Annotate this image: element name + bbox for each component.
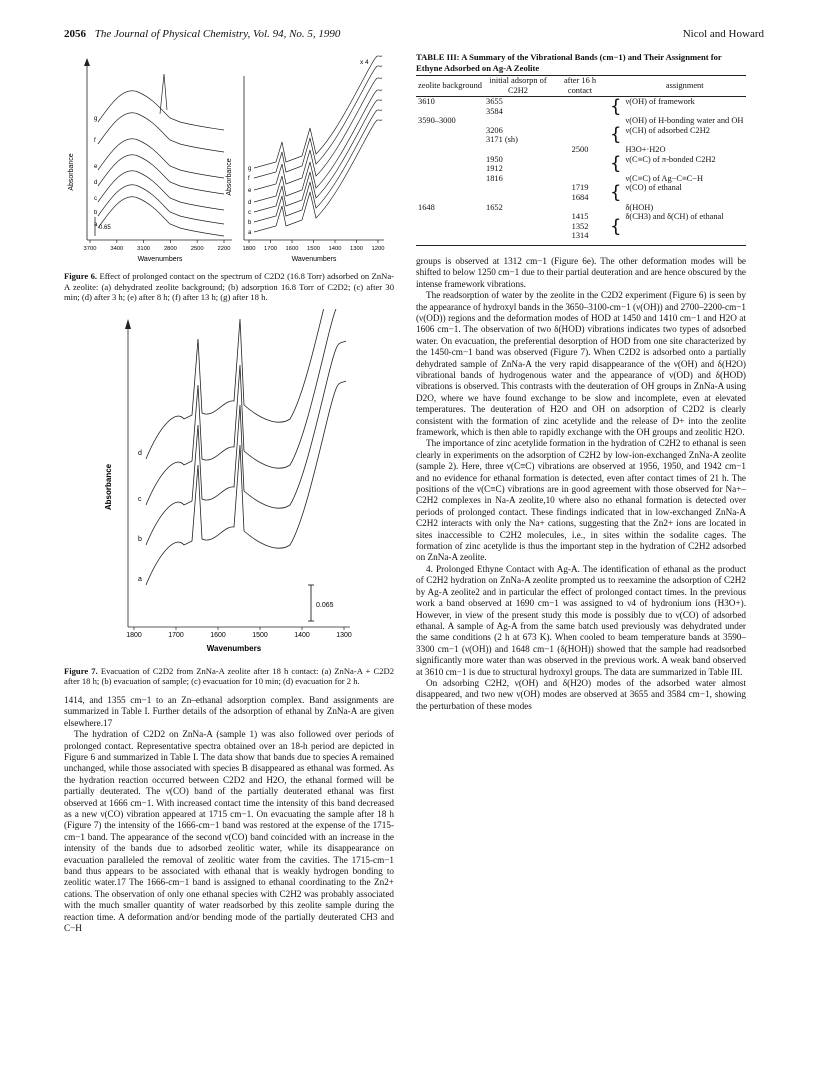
curve-label: d — [138, 449, 142, 457]
tick-label: 2800 — [163, 246, 177, 252]
caption-text: Effect of prolonged contact on the spectrum of C2D2 (16.8 Torr) adsorbed on ZnNa-A zeolite: (a) dehydrated zeolite background; (b) adsorption 16.8 Torr of C2D2; (c) after 30 min; (d) after 3 h; (e) after 8 h; (f) after 13 h; (g) after 18 h. — [64, 271, 395, 303]
table-header: zeolite background — [416, 76, 484, 95]
zeolite-background-cell — [416, 212, 484, 241]
curve-label: c — [248, 210, 251, 216]
caption-label: Figure 6. — [64, 271, 98, 281]
tick-label: 1700 — [264, 246, 277, 252]
brace-cell: { — [610, 181, 622, 203]
curve-label: f — [248, 176, 250, 182]
axis-arrow — [84, 58, 90, 66]
tick-label: 2200 — [217, 246, 231, 252]
zeolite-background-cell — [416, 174, 484, 184]
zeolite-background-cell — [416, 126, 484, 145]
table-row — [416, 174, 746, 184]
tick-label: 1600 — [210, 631, 226, 639]
curve-label: f — [94, 138, 96, 144]
authors: Nicol and Howard — [682, 28, 764, 40]
brace-cell: { — [610, 124, 622, 146]
paragraph: The importance of zinc acetylide formation in the hydration of C2H2 to ethanal is seen clearly in experiments on the adsorption of C2H2 by low-ion-exchanged ZnNa-A zeolite (sample 2). Here, three ν(C≡C) vibrations are observed at 1956, 1950, and 1942 cm−1 and no evidence for ethanal formation is detected, even after contact times of 21 h. The positions of the ν(C≡C) vibrations are in good agreement with those observed for Na+–C2H2 complexes in Na-A zeolite,10 where also no ethanal formation is detected over periods of prolonged contact. These findings indicated that in low-exchanged ZnNa-A C2H2 interacts with only the Na+ cations, suggesting that the Zn2+ ions are located in sites inaccessible to C2H2 molecules, i.e., in sites within the sodalite cages. The formation of zinc acetylide is thus the important step in the hydration of C2H2 adsorbed on ZnNa-A zeolite. — [416, 438, 746, 563]
paragraph: 4. Prolonged Ethyne Contact with Ag-A. The identification of ethanal as the product of C2H2 hydration on ZnNa-A zeolite prompted us to reexamine the adsorption of C2H2 by Ag-A zeolite2 and in particular the effect of prolonged contact times. In the previous work a band observed at 1690 cm−1 was assigned to ν4 of hydronium ions (H3O+). However, in view of the present study this mode is possibly due to ν(CO) of adsorbed ethanal. A sample of Ag-A from the same batch used previously was dehydrated under the same conditions (2 h at 673 K). When cooled to beam temperature bands at 3590–3300 cm−1 (ν(OH)) and 1648 cm−1 (δ(HOH)) showed that the sample had readsorbed significantly more water than was observed in the previous work. A weak band observed at 3610 cm−1 is due to structural hydroxyl groups. The data are summarized in Table III. — [416, 563, 746, 677]
figure-6-left-panel — [68, 58, 232, 263]
after-contact-cell: 2500 — [571, 144, 589, 154]
paragraph: The hydration of C2D2 on ZnNa-A (sample 1) was also followed over periods of prolonged contact. Representative spectra obtained over an 18-h period are depicted in Figure 6 and summarized in Table I. The data show that bands due to species A remained unchanged, while those associated with species B disappeared as ethanal was formed. As the hydration reaction occurred between C2D2 and H2O, the ethanal formed will be partially deuterated. The ν(CO) band of the partially deuterated ethanal was first observed at 1666 cm−1. With increased contact time the intensity of this band decreased as a new ν(CO) vibration appeared at 1715 cm−1. On evacuating the sample after 18 h (Figure 7) the intensity of the 1666-cm−1 band was restored at the expense of the 1715-cm−1 band. The appearance of the second ν(CO) band coincided with an increase in the intensity of the bands due to adsorbed zeolitic water, while its disappearance on evacuation paralleled the removal of zeolitic water from the cavities. The 1715-cm−1 band thus appears to be associated with ethanal that is weakly hydrogen bonding to zeolitic water.17 The 1666-cm−1 band is assigned to ethanal coordinating to the Zn2+ cations. The observation of only one ethanal species with C2H2 was probably associated with the much smaller quantity of water readsorbed by this zeolite sample during the reaction time. A deformation and/or bending mode of the partially deuterated CH3 and C−H — [64, 729, 394, 934]
spectrum-curve — [254, 100, 382, 212]
curve-label: a — [94, 222, 98, 228]
multiplier-label: x 4 — [360, 59, 369, 66]
table-row — [416, 203, 746, 213]
table-3 — [416, 75, 746, 246]
spectrum-curve — [146, 341, 346, 545]
initial-adsorption-cell: 1652 — [486, 202, 503, 212]
curve-label: b — [94, 210, 98, 216]
zeolite-background-cell: 3610 — [418, 97, 435, 106]
tick-label: 3400 — [110, 246, 124, 252]
after-contact-cell: 1415 1352 1314 — [571, 212, 589, 241]
tick-label: 1400 — [328, 246, 342, 252]
paragraph: The readsorption of water by the zeolite in the C2D2 experiment (Figure 6) is seen by the appearance of hydroxyl bands in the 3650–3100-cm−1 (ν(OH)) and 2700–2200-cm−1 (ν(OD)) regions and the deformation modes of HOD at 1450 and 1410 cm−1 and H2O at 1606 cm−1. The observation of two δ(HOD) vibrations indicates two types of adsorbed water. On evacuation, the preferential desorption of HOD from one site characterized by the 1450-cm−1 band was observed (Figure 7). When C2D2 is adsorbed onto a partially dehydrated sample of ZnNa-A the very rapid disappearance of the ν(OH) and δ(H2O) vibrational bands of hydrogenous water and the appearance of ν(OD) and δ(HOD) vibrations is observed. This contrasts with the deuteration of OH groups in ZnNa-A using D2O, where we have found exchange to be slow and incomplete, even at elevated temperatures. The deuteration of H2O and OH on adsorption of C2D2 is clearly consistent with the formation of zinc acetylide and the release of D+ into the zeolite framework, which is then able to rapidly exchange with the OH groups and zeolitic H2O. — [416, 290, 746, 437]
spectrum-curve — [254, 66, 382, 178]
spectrum-curve — [146, 381, 346, 585]
initial-adsorption-cell — [484, 145, 552, 155]
tick-label: 2500 — [190, 246, 204, 252]
initial-adsorption-cell — [484, 116, 552, 126]
paragraph: groups is observed at 1312 cm−1 (Figure 6e). The other deformation modes will be shifted to below 1250 cm−1 due to their partial deuteration and are hence obscured by the intense framework vibrations. — [416, 255, 746, 289]
curve-label: e — [248, 188, 252, 194]
y-axis-label: Absorbance — [68, 153, 75, 191]
tick-label: 1800 — [126, 631, 142, 639]
zeolite-background-cell — [416, 183, 484, 202]
assignment-cell: ν(C≡C) of Ag−C≡C−H — [625, 173, 704, 183]
spectrum-curve — [254, 90, 382, 202]
after-contact-cell — [552, 203, 608, 213]
table-row — [416, 145, 746, 155]
right-column — [416, 52, 746, 712]
figure-7-caption — [64, 666, 394, 687]
tick-label: 1500 — [252, 631, 268, 639]
left-column — [64, 52, 394, 935]
brace-cell: { — [610, 95, 622, 117]
spectrum-curve — [254, 120, 382, 232]
curve-label: d — [248, 200, 252, 206]
table-header: initial adsorpn of C2H2 — [484, 76, 552, 95]
after-contact-cell — [552, 174, 608, 184]
brace-cell: { — [610, 215, 622, 237]
table-header: assignment — [623, 76, 746, 95]
tick-label: 1300 — [336, 631, 352, 639]
x-axis-label: Wavenumbers — [137, 256, 183, 263]
table-header — [608, 76, 623, 95]
y-axis-label: Absorbance — [226, 158, 233, 196]
figure-6-caption — [64, 271, 394, 303]
spectrum-curve — [254, 110, 382, 222]
tick-label: 1600 — [285, 246, 299, 252]
page-number: 2056 — [64, 28, 86, 40]
table-header: after 16 h contact — [552, 76, 608, 95]
spectrum-curve — [146, 309, 346, 459]
zeolite-background-cell: 1648 — [418, 202, 435, 212]
paragraph: On adsorbing C2H2, ν(OH) and δ(H2O) modes of the adsorbed water almost disappeared, and two new ν(OH) modes are observed at 3655 and 3584 cm−1, showing the perturbation of these modes — [416, 677, 746, 711]
x-axis-label: Wavenumbers — [291, 256, 337, 263]
brace-cell: { — [610, 153, 622, 175]
running-header — [64, 28, 764, 44]
assignment-cell: H3O+·H2O — [625, 144, 666, 154]
table-row — [416, 183, 746, 202]
initial-adsorption-cell — [484, 183, 552, 202]
assignment-cell: ν(OH) of H-bonding water and OH — [625, 116, 744, 126]
right-body-text — [416, 256, 746, 712]
journal-citation: The Journal of Physical Chemistry, Vol. 94, No. 5, 1990 — [94, 28, 341, 40]
curve-label: b — [138, 535, 142, 543]
table-row — [416, 155, 746, 174]
curve-label: g — [94, 116, 98, 122]
tick-label: 1500 — [307, 246, 320, 252]
axis-arrow — [125, 319, 131, 329]
x-axis-label: Wavenumbers — [206, 643, 262, 653]
caption-text: Evacuation of C2D2 from ZnNa-A zeolite after 18 h contact: (a) ZnNa-A + C2D2 after 18 h; (b) evacuation of sample; (c) evacuation for 10 min; (d) evacuation for 2 h. — [64, 665, 395, 687]
table-row — [416, 97, 746, 117]
after-contact-cell — [552, 126, 608, 145]
tick-label: 3100 — [137, 246, 151, 252]
peak — [160, 74, 167, 114]
tick-label: 1200 — [371, 246, 385, 252]
tick-label: 1700 — [168, 631, 184, 639]
assignment-cell: ν(OH) of framework — [625, 97, 695, 106]
scale-bar-label: 0.65 — [99, 225, 111, 231]
spectrum-curve — [98, 91, 224, 130]
spectrum-curve — [98, 155, 224, 194]
assignment-cell: ν(CO) of ethanal — [625, 183, 682, 193]
figure-6-right-panel — [226, 56, 384, 263]
assignment-cell: ν(C≡C) of π-bonded C2H2 — [625, 154, 716, 164]
assignment-cell: δ(HOH) — [625, 202, 654, 212]
tick-label: 3700 — [83, 246, 97, 252]
initial-adsorption-cell — [484, 212, 552, 241]
initial-adsorption-cell: 3206 3171 (sh) — [486, 125, 518, 145]
curve-label: e — [94, 164, 98, 170]
curve-label: b — [248, 220, 252, 226]
assignment-cell: ν(CH) of adsorbed C2H2 — [625, 125, 710, 135]
zeolite-background-cell: 3590–3000 — [418, 116, 456, 126]
spectrum-curve — [254, 56, 382, 168]
tick-label: 1400 — [294, 631, 310, 639]
caption-label: Figure 7. — [64, 665, 98, 676]
table-row — [416, 116, 746, 126]
curve-label: a — [138, 575, 142, 583]
paragraph: 1414, and 1355 cm−1 to an Zn–ethanal adsorption complex. Band assignments are summarized in Table I. Further details of the adsorption of ethanal by ZnNa-A are given elsewhere.17 — [64, 694, 394, 728]
table-row — [416, 126, 746, 145]
brace-cell — [608, 203, 623, 213]
curve-label: d — [94, 180, 98, 186]
table-row — [416, 212, 746, 241]
after-contact-cell — [552, 155, 608, 174]
after-contact-cell — [552, 97, 608, 117]
initial-adsorption-cell: 1816 — [486, 173, 503, 183]
y-axis-label: Absorbance — [104, 463, 113, 510]
figure-7 — [64, 309, 394, 659]
table-3-title: TABLE III: A Summary of the Vibrational Bands (cm−1) and Their Assignment for Ethyne Adsorbed on Ag-A Zeolite — [416, 52, 722, 73]
initial-adsorption-cell: 3655 3584 — [486, 97, 503, 116]
spectrum-curve — [98, 139, 224, 178]
curve-label: c — [94, 196, 97, 202]
assignment-cell: δ(CH3) and δ(CH) of ethanal — [625, 212, 724, 222]
zeolite-background-cell — [416, 145, 484, 155]
figure-6 — [64, 52, 394, 264]
left-body-text — [64, 695, 394, 935]
tick-label: 1800 — [242, 246, 256, 252]
zeolite-background-cell — [416, 155, 484, 174]
initial-adsorption-cell: 1950 1912 — [486, 154, 503, 174]
scale-bar-label: 0.065 — [316, 601, 334, 609]
curve-label: a — [248, 230, 252, 236]
curve-label: g — [248, 166, 252, 172]
after-contact-cell: 1719 1684 — [571, 183, 589, 202]
after-contact-cell — [552, 116, 608, 126]
curve-label: c — [138, 495, 142, 503]
tick-label: 1300 — [350, 246, 363, 252]
